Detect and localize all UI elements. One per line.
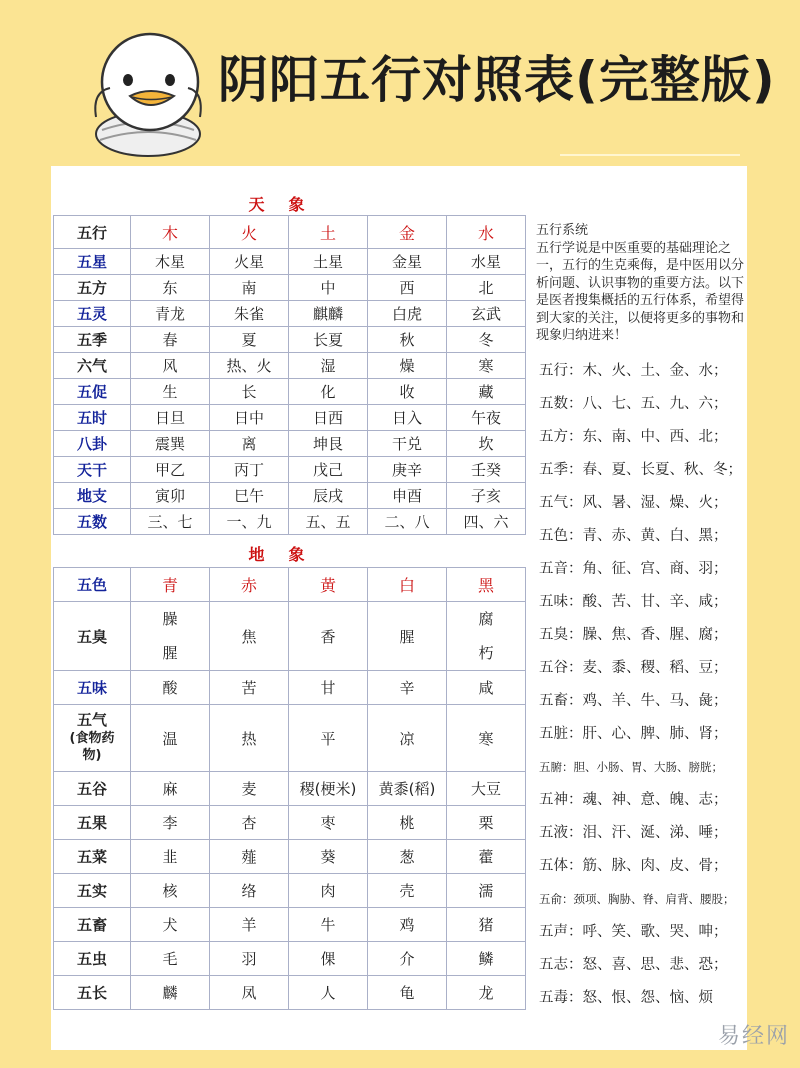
row-label: 五谷 bbox=[54, 772, 131, 806]
table-cell: 热 bbox=[210, 705, 289, 772]
table-cell: 栗 bbox=[447, 806, 526, 840]
header-color: 赤 bbox=[210, 568, 289, 602]
row-label: 天干 bbox=[54, 457, 131, 483]
table-cell: 生 bbox=[131, 379, 210, 405]
table-cell: 杏 bbox=[210, 806, 289, 840]
table-cell: 濡 bbox=[447, 874, 526, 908]
table-cell: 平 bbox=[289, 705, 368, 772]
header-element: 金 bbox=[368, 216, 447, 249]
table-row bbox=[54, 457, 526, 483]
table-cell: 龙 bbox=[447, 976, 526, 1010]
row-label: 五星 bbox=[54, 249, 131, 275]
table-cell: 寒 bbox=[447, 353, 526, 379]
table-cell: 白虎 bbox=[368, 301, 447, 327]
table-cell: 午夜 bbox=[447, 405, 526, 431]
table-cell: 黄黍(稻) bbox=[368, 772, 447, 806]
table-cell: 薤 bbox=[210, 840, 289, 874]
table-cell: 玄武 bbox=[447, 301, 526, 327]
row-label: 六气 bbox=[54, 353, 131, 379]
header-color: 青 bbox=[131, 568, 210, 602]
table-row bbox=[54, 483, 526, 509]
row-label: 五促 bbox=[54, 379, 131, 405]
table-cell: 夏 bbox=[210, 327, 289, 353]
list-item: 五神：魂、神、意、魄、志； bbox=[539, 792, 728, 808]
table-cell: 羊 bbox=[210, 908, 289, 942]
table-cell: 朱雀 bbox=[210, 301, 289, 327]
table-cell: 西 bbox=[368, 275, 447, 301]
table-cell: 络 bbox=[210, 874, 289, 908]
table-cell: 韭 bbox=[131, 840, 210, 874]
row-label: 五季 bbox=[54, 327, 131, 353]
table-cell: 热、火 bbox=[210, 353, 289, 379]
table-cell: 收 bbox=[368, 379, 447, 405]
table-cell: 日入 bbox=[368, 405, 447, 431]
table-cell: 甲乙 bbox=[131, 457, 210, 483]
table-cell: 三、七 bbox=[131, 509, 210, 535]
table-cell: 葱 bbox=[368, 840, 447, 874]
row-label bbox=[54, 705, 131, 772]
row-label: 五虫 bbox=[54, 942, 131, 976]
table-row bbox=[54, 772, 526, 806]
table-cell: 麦 bbox=[210, 772, 289, 806]
table-cell: 坎 bbox=[447, 431, 526, 457]
table-cell: 日中 bbox=[210, 405, 289, 431]
row-label: 五灵 bbox=[54, 301, 131, 327]
table-cell: 李 bbox=[131, 806, 210, 840]
table-cell: 麟 bbox=[131, 976, 210, 1010]
table-cell: 离 bbox=[210, 431, 289, 457]
table-row bbox=[54, 327, 526, 353]
header-color: 黑 bbox=[447, 568, 526, 602]
table-row bbox=[54, 602, 526, 671]
table-cell: 青龙 bbox=[131, 301, 210, 327]
list-item: 五方：东、南、中、西、北； bbox=[539, 429, 728, 445]
wuxing-system-note bbox=[536, 222, 746, 345]
table-cell: 藿 bbox=[447, 840, 526, 874]
table-cell: 寅卯 bbox=[131, 483, 210, 509]
table-cell: 藏 bbox=[447, 379, 526, 405]
table-cell: 一、九 bbox=[210, 509, 289, 535]
table-cell: 戊己 bbox=[289, 457, 368, 483]
table-row bbox=[54, 275, 526, 301]
duck-mascot-illustration bbox=[88, 22, 208, 157]
table-cell: 冬 bbox=[447, 327, 526, 353]
row-label: 地支 bbox=[54, 483, 131, 509]
row-label: 五长 bbox=[54, 976, 131, 1010]
table-cell: 大豆 bbox=[447, 772, 526, 806]
header-color: 白 bbox=[368, 568, 447, 602]
watermark: 易经网 bbox=[717, 1024, 790, 1049]
table-row bbox=[54, 840, 526, 874]
table-cell: 甘 bbox=[289, 671, 368, 705]
header-label: 五行 bbox=[54, 216, 131, 249]
table-cell bbox=[447, 602, 526, 671]
table-cell: 腥 bbox=[368, 602, 447, 671]
header-element: 木 bbox=[131, 216, 210, 249]
row-label: 五臭 bbox=[54, 602, 131, 671]
table-row bbox=[54, 405, 526, 431]
table-row bbox=[54, 942, 526, 976]
table-row bbox=[54, 671, 526, 705]
table-cell: 五、五 bbox=[289, 509, 368, 535]
table-cell: 香 bbox=[289, 602, 368, 671]
row-label-line: 五气 bbox=[76, 711, 107, 729]
table-cell: 日旦 bbox=[131, 405, 210, 431]
sky-section-title: 天象 bbox=[248, 195, 329, 214]
table-cell: 鳞 bbox=[447, 942, 526, 976]
table-cell: 坤艮 bbox=[289, 431, 368, 457]
table-cell: 辰戌 bbox=[289, 483, 368, 509]
list-item: 五腑：胆、小肠、胃、大肠、膀胱； bbox=[539, 760, 723, 774]
table-cell: 火星 bbox=[210, 249, 289, 275]
table-cell: 丙丁 bbox=[210, 457, 289, 483]
table-cell: 焦 bbox=[210, 602, 289, 671]
table-cell: 中 bbox=[289, 275, 368, 301]
table-cell: 核 bbox=[131, 874, 210, 908]
table-cell: 凤 bbox=[210, 976, 289, 1010]
cell-line: 腥 bbox=[162, 644, 178, 662]
list-item: 五俞：颈项、胸胁、脊、肩背、腰股； bbox=[539, 892, 735, 906]
table-cell: 桃 bbox=[368, 806, 447, 840]
list-item: 五体：筋、脉、肉、皮、骨； bbox=[539, 858, 728, 874]
wuxing-summary-list bbox=[539, 355, 749, 1015]
table-cell: 壬癸 bbox=[447, 457, 526, 483]
table-cell: 鸡 bbox=[368, 908, 447, 942]
table-cell: 麒麟 bbox=[289, 301, 368, 327]
table-row bbox=[54, 509, 526, 535]
table-cell: 四、六 bbox=[447, 509, 526, 535]
chart-sheet bbox=[51, 166, 747, 1050]
list-item: 五脏：肝、心、脾、肺、肾； bbox=[539, 726, 728, 742]
header-element: 土 bbox=[289, 216, 368, 249]
table-cell bbox=[131, 602, 210, 671]
table-cell: 羽 bbox=[210, 942, 289, 976]
table-cell: 温 bbox=[131, 705, 210, 772]
table-cell: 燥 bbox=[368, 353, 447, 379]
table-cell: 庚辛 bbox=[368, 457, 447, 483]
table-cell: 北 bbox=[447, 275, 526, 301]
list-item: 五谷：麦、黍、稷、稻、豆； bbox=[539, 660, 728, 676]
cell-line: 朽 bbox=[478, 644, 494, 662]
list-item: 五气：风、暑、湿、燥、火； bbox=[539, 495, 728, 511]
table-cell: 木星 bbox=[131, 249, 210, 275]
table-row bbox=[54, 353, 526, 379]
list-item: 五季：春、夏、长夏、秋、冬； bbox=[539, 462, 742, 478]
table-cell: 风 bbox=[131, 353, 210, 379]
table-row bbox=[54, 705, 526, 772]
table-cell: 寒 bbox=[447, 705, 526, 772]
table-cell: 人 bbox=[289, 976, 368, 1010]
row-label: 五方 bbox=[54, 275, 131, 301]
table-cell: 葵 bbox=[289, 840, 368, 874]
table-cell: 咸 bbox=[447, 671, 526, 705]
row-label: 五数 bbox=[54, 509, 131, 535]
row-label-line: 物) bbox=[82, 748, 102, 763]
table-cell: 日西 bbox=[289, 405, 368, 431]
table-row bbox=[54, 301, 526, 327]
table-cell: 毛 bbox=[131, 942, 210, 976]
list-item: 五志：怒、喜、思、悲、恐； bbox=[539, 957, 728, 973]
table-cell: 凉 bbox=[368, 705, 447, 772]
cell-line: 臊 bbox=[162, 610, 178, 628]
header-label: 五色 bbox=[54, 568, 131, 602]
table-cell: 春 bbox=[131, 327, 210, 353]
page-title: 阴阳五行对照表(完整版) bbox=[218, 51, 776, 109]
table-cell: 震巽 bbox=[131, 431, 210, 457]
row-label: 八卦 bbox=[54, 431, 131, 457]
decorative-divider bbox=[560, 154, 740, 156]
table-cell: 东 bbox=[131, 275, 210, 301]
table-cell: 麻 bbox=[131, 772, 210, 806]
cell-line: 腐 bbox=[478, 610, 494, 628]
table-row bbox=[54, 976, 526, 1010]
table-cell: 二、八 bbox=[368, 509, 447, 535]
table-cell: 巳午 bbox=[210, 483, 289, 509]
table-cell: 化 bbox=[289, 379, 368, 405]
sky-header-row bbox=[54, 216, 526, 249]
list-item: 五畜：鸡、羊、牛、马、彘； bbox=[539, 693, 728, 709]
table-cell: 水星 bbox=[447, 249, 526, 275]
row-label: 五菜 bbox=[54, 840, 131, 874]
table-cell: 湿 bbox=[289, 353, 368, 379]
sky-table bbox=[53, 215, 526, 535]
table-cell: 南 bbox=[210, 275, 289, 301]
table-cell: 苦 bbox=[210, 671, 289, 705]
row-label: 五味 bbox=[54, 671, 131, 705]
list-item: 五液：泪、汗、涎、涕、唾； bbox=[539, 825, 728, 841]
note-body: 五行学说是中医重要的基础理论之一，五行的生克乘侮，是中医用以分析问题、认识事物的重要方法。以下是医者搜集概括的五行体系，希望得到大家的关注，以便将更多的事物和现象归纳进来！ bbox=[536, 240, 745, 343]
note-heading: 五行系统 bbox=[536, 223, 589, 238]
earth-section-title: 地象 bbox=[248, 545, 329, 564]
table-cell: 长 bbox=[210, 379, 289, 405]
table-cell: 金星 bbox=[368, 249, 447, 275]
row-label: 五果 bbox=[54, 806, 131, 840]
list-item: 五臭：臊、焦、香、腥、腐； bbox=[539, 627, 728, 643]
list-item: 五音：角、征、宫、商、羽； bbox=[539, 561, 728, 577]
table-cell: 土星 bbox=[289, 249, 368, 275]
table-row bbox=[54, 379, 526, 405]
header-element: 水 bbox=[447, 216, 526, 249]
table-cell: 酸 bbox=[131, 671, 210, 705]
table-cell: 申酉 bbox=[368, 483, 447, 509]
table-cell: 犬 bbox=[131, 908, 210, 942]
table-cell: 猪 bbox=[447, 908, 526, 942]
earth-table bbox=[53, 567, 526, 1010]
table-cell: 长夏 bbox=[289, 327, 368, 353]
list-item: 五行：木、火、土、金、水； bbox=[539, 363, 728, 379]
table-cell: 干兑 bbox=[368, 431, 447, 457]
list-item: 五毒：怒、恨、怨、恼、烦 bbox=[539, 990, 713, 1006]
row-label: 五畜 bbox=[54, 908, 131, 942]
header-color: 黄 bbox=[289, 568, 368, 602]
table-cell: 辛 bbox=[368, 671, 447, 705]
list-item: 五味：酸、苦、甘、辛、咸； bbox=[539, 594, 728, 610]
table-cell: 枣 bbox=[289, 806, 368, 840]
table-cell: 介 bbox=[368, 942, 447, 976]
table-row bbox=[54, 874, 526, 908]
row-label: 五时 bbox=[54, 405, 131, 431]
table-cell: 子亥 bbox=[447, 483, 526, 509]
header-element: 火 bbox=[210, 216, 289, 249]
table-cell: 倮 bbox=[289, 942, 368, 976]
list-item: 五数：八、七、五、九、六； bbox=[539, 396, 728, 412]
table-cell: 牛 bbox=[289, 908, 368, 942]
table-cell: 稷(梗米) bbox=[289, 772, 368, 806]
table-cell: 肉 bbox=[289, 874, 368, 908]
list-item: 五色：青、赤、黄、白、黑； bbox=[539, 528, 728, 544]
table-cell: 壳 bbox=[368, 874, 447, 908]
table-cell: 秋 bbox=[368, 327, 447, 353]
table-cell: 龟 bbox=[368, 976, 447, 1010]
table-row bbox=[54, 431, 526, 457]
table-row bbox=[54, 806, 526, 840]
table-row bbox=[54, 908, 526, 942]
row-label: 五实 bbox=[54, 874, 131, 908]
earth-header-row bbox=[54, 568, 526, 602]
row-label-line: (食物药 bbox=[69, 731, 115, 746]
table-row bbox=[54, 249, 526, 275]
list-item: 五声：呼、笑、歌、哭、呻； bbox=[539, 924, 728, 940]
